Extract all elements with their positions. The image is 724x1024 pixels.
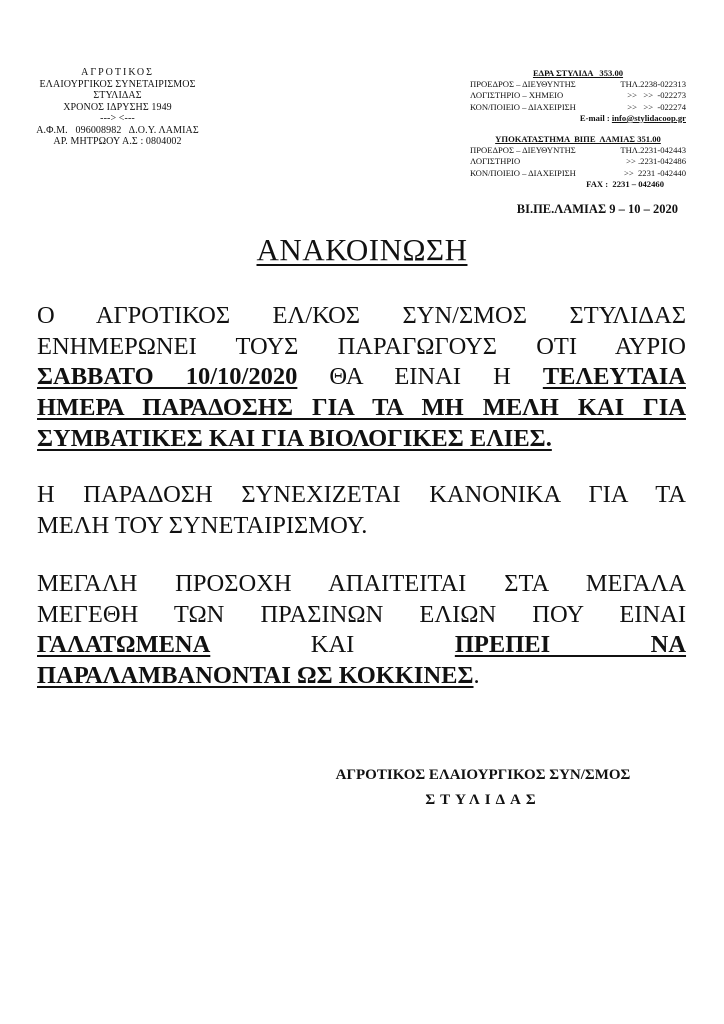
- signature-block: [290, 763, 676, 813]
- paragraph-text: .: [473, 662, 480, 690]
- branch-row: [470, 168, 686, 179]
- page-title: ΑΝΑΚΟΙΝΩΣΗ: [256, 232, 468, 267]
- org-location: ΣΤΥΛΙΔΑΣ: [93, 90, 142, 101]
- paragraph-line: Η ΠΑΡΑΔΟΣΗ ΣΥΝΕΧΙΖΕΤΑΙ ΚΑΝΟΝΙΚΑ ΓΙΑ ΤΑ: [37, 481, 686, 508]
- paragraph-line: ΜΕΓΕΘΗ ΤΩΝ ΠΡΑΣΙΝΩΝ ΕΛΙΩΝ ΠΟΥ ΕΙΝΑΙ: [37, 600, 686, 628]
- paragraph-line: ΕΝΗΜΕΡΩΝΕΙ ΤΟΥΣ ΠΑΡΑΓΩΓΟΥΣ ΟΤΙ ΑΥΡΙΟ: [37, 332, 686, 360]
- paragraph-line: [37, 630, 686, 661]
- announcement-paragraph-3: [37, 569, 686, 692]
- tax-id: Α.Φ.Μ. 096008982 Δ.Ο.Υ. ΛΑΜΙΑΣ: [36, 124, 199, 136]
- hq-row-label: ΚΟΝ/ΠΟΙΕΙΟ – ΔΙΑΧΕΙΡΙΣΗ: [470, 101, 576, 112]
- email-line: [470, 113, 686, 124]
- hq-row-value: >> >> -022273: [627, 90, 686, 101]
- org-name: ΕΛΑΙΟΥΡΓΙΚΟΣ ΣΥΝΕΤΑΙΡΙΣΜΟΣ: [39, 78, 196, 90]
- paragraph-text: ΚΑΙ: [310, 631, 355, 659]
- paragraph-line: [37, 362, 686, 393]
- signature-org: ΑΓΡΟΤΙΚΟΣ ΕΛΑΙΟΥΡΓΙΚΟΣ ΣΥΝ/ΣΜΟΣ: [335, 767, 631, 783]
- last-day-highlight: ΗΜΕΡΑ ΠΑΡΑΔΟΣΗΣ ΓΙΑ ΤΑ ΜΗ ΜΕΛΗ ΚΑΙ ΓΙΑ: [37, 394, 686, 422]
- hq-row-value: ΤΗΛ.2238-022313: [620, 79, 686, 90]
- branch-row-label: ΛΟΓΙΣΤΗΡΙΟ: [470, 156, 521, 167]
- signature-location: ΣΤΥΛΙΔΑΣ: [425, 792, 541, 808]
- fax-number: FAX : 2231 – 042460: [586, 178, 664, 189]
- milky-highlight: ΓΑΛΑΤΩΜΕΝΑ: [37, 631, 211, 659]
- hq-row-value: >> >> -022274: [627, 101, 686, 112]
- registry-number: ΑΡ. ΜΗΤΡΩΟΥ Α.Σ : 0804002: [53, 136, 182, 147]
- branch-heading: ΥΠΟΚΑΤΑΣΤΗΜΑ ΒΙΠΕ ΛΑΜΙΑΣ 351.00: [495, 134, 661, 145]
- paragraph-line: Ο ΑΓΡΟΤΙΚΟΣ ΕΛ/ΚΟΣ ΣΥΝ/ΣΜΟΣ ΣΤΥΛΙΔΑΣ: [37, 302, 686, 329]
- hq-row: [470, 90, 686, 101]
- hq-row-label: ΠΡΟΕΔΡΟΣ – ΔΙΕΥΘΥΝΤΗΣ: [470, 79, 576, 90]
- paragraph-line: ΜΕΛΗ ΤΟΥ ΣΥΝΕΤΑΙΡΙΣΜΟΥ.: [37, 511, 368, 539]
- letterhead-right: [470, 68, 686, 190]
- branch-row-value: >> 2231 -042440: [624, 167, 686, 178]
- hq-row: [470, 79, 686, 90]
- last-day-highlight: ΤΕΛΕΥΤΑΙΑ: [542, 363, 686, 391]
- date-highlight: ΣΑΒΒΑΤΟ 10/10/2020: [37, 363, 298, 391]
- hq-row-label: ΛΟΓΙΣΤΗΡΙΟ – ΧΗΜΕΙΟ: [470, 90, 564, 101]
- paragraph-line: ΜΕΓΑΛΗ ΠΡΟΣΟΧΗ ΑΠΑΙΤΕΙΤΑΙ ΣΤΑ ΜΕΓΑΛΑ: [37, 570, 686, 597]
- hq-heading: ΕΔΡΑ ΣΤΥΛΙΔΑ 353.00: [532, 68, 624, 78]
- branch-row-label: ΚΟΝ/ΠΟΙΕΙΟ – ΔΙΑΧΕΙΡΙΣΗ: [470, 167, 576, 178]
- must-be-received-highlight: ΠΡΕΠΕΙ ΝΑ: [454, 631, 687, 659]
- divider-arrows: ---> <---: [100, 113, 135, 124]
- hq-row: [470, 102, 686, 113]
- email-link[interactable]: info@stylidacoop.gr: [611, 112, 686, 123]
- org-type: ΑΓΡΟΤΙΚΟΣ: [81, 67, 154, 78]
- branch-row: [470, 156, 686, 167]
- paragraph-text: ΘΑ ΕΙΝΑΙ Η: [297, 363, 543, 391]
- red-olives-highlight: ΠΑΡΑΛΑΜΒΑΝΟΝΤΑΙ ΩΣ ΚΟΚΚΙΝΕΣ: [37, 662, 474, 690]
- branch-row: [470, 145, 686, 156]
- announcement-paragraph-1: [37, 301, 686, 455]
- letterhead-left: [35, 67, 200, 148]
- announcement-paragraph-2: [37, 480, 686, 541]
- branch-row-label: ΠΡΟΕΔΡΟΣ – ΔΙΕΥΘΥΝΤΗΣ: [470, 145, 576, 156]
- email-label: E-mail :: [579, 112, 612, 123]
- branch-row-value: >> .2231-042486: [626, 156, 686, 167]
- branch-row-value: ΤΗΛ.2231-042443: [620, 145, 686, 156]
- paragraph-line: [37, 661, 686, 692]
- document-date: ΒΙ.ΠΕ.ΛΑΜΙΑΣ 9 – 10 – 2020: [516, 202, 678, 216]
- paragraph-line: [37, 393, 686, 424]
- olives-highlight: ΣΥΜΒΑΤΙΚΕΣ ΚΑΙ ΓΙΑ ΒΙΟΛΟΓΙΚΕΣ ΕΛΙΕΣ.: [37, 424, 552, 452]
- paragraph-line: [37, 424, 686, 455]
- founding-year: ΧΡΟΝΟΣ ΙΔΡΥΣΗΣ 1949: [63, 101, 172, 113]
